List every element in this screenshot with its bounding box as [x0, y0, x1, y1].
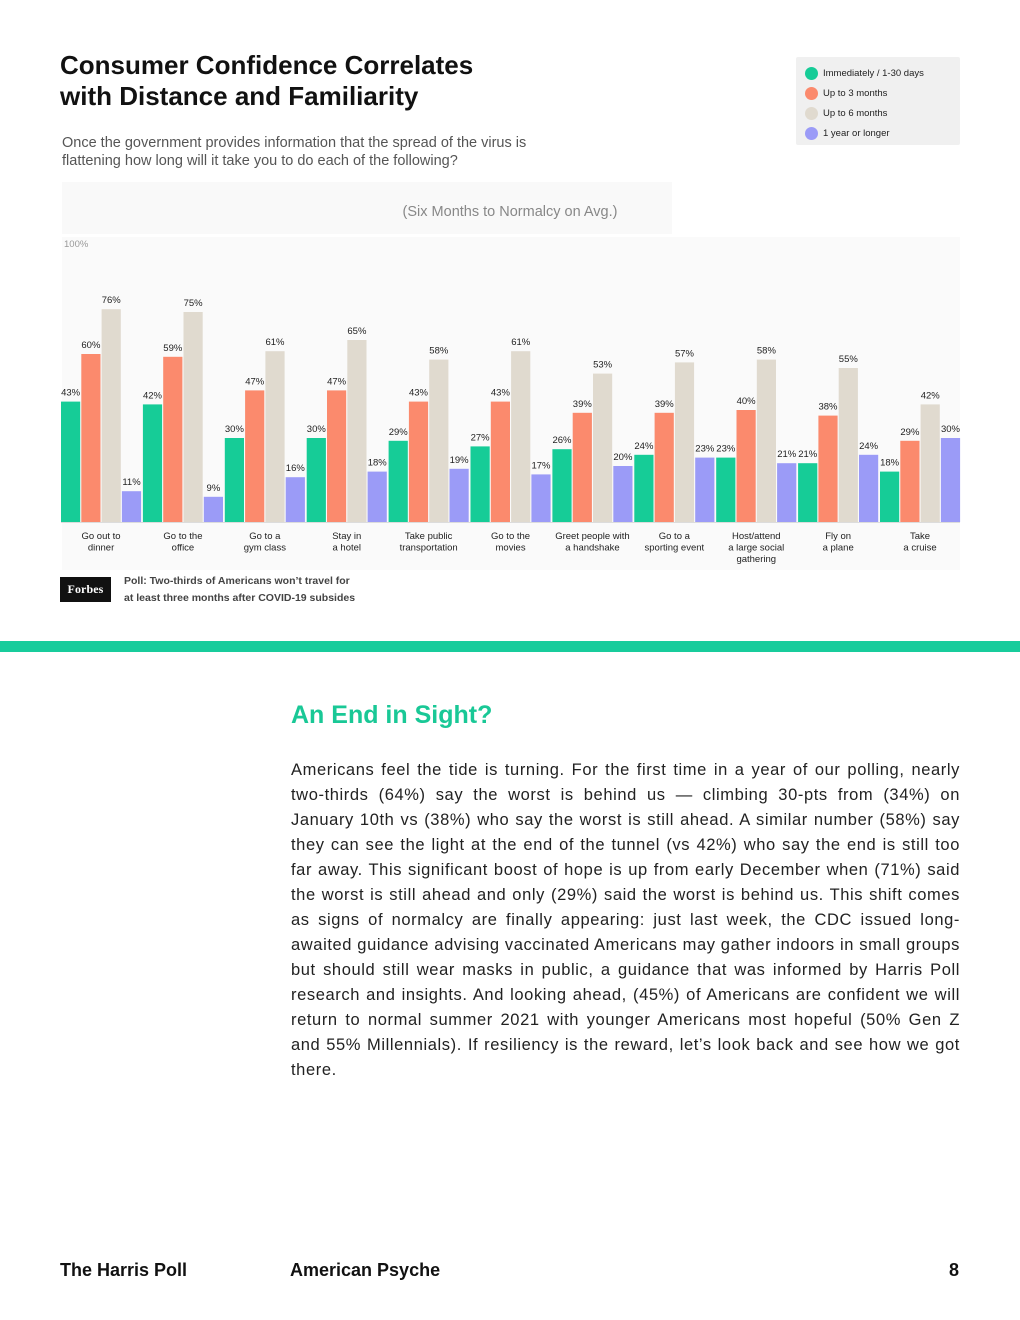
footer-publication: American Psyche — [290, 1260, 441, 1280]
bar — [757, 360, 776, 522]
bar — [634, 455, 653, 522]
category-label: a large social — [728, 542, 785, 554]
bar — [613, 466, 632, 522]
footer-brand: The Harris Poll — [60, 1260, 188, 1280]
category-label: gym class — [243, 542, 286, 554]
bar-value-label: 18% — [367, 457, 387, 469]
bar — [81, 354, 100, 522]
bar-value-label: 55% — [838, 354, 858, 365]
bar-value-label: 53% — [593, 359, 613, 371]
category-label: Go to a — [249, 531, 281, 542]
category-label: Host/attend — [731, 531, 781, 542]
bar — [511, 351, 530, 522]
category-label: dinner — [87, 542, 115, 554]
category-label: Go to a — [658, 531, 690, 542]
bar-chart — [0, 0, 1020, 640]
category-label: Take — [910, 531, 931, 542]
category-label: a hotel — [332, 542, 362, 554]
bar-value-label: 19% — [449, 454, 469, 466]
bar — [245, 390, 264, 522]
bar-value-label: 58% — [429, 345, 449, 357]
bar-value-label: 47% — [327, 376, 347, 388]
bar — [573, 413, 592, 522]
bar — [941, 438, 960, 522]
bar — [450, 469, 469, 522]
bar — [389, 441, 408, 522]
category-label: a cruise — [903, 542, 937, 554]
bar-value-label: 29% — [388, 426, 408, 438]
bar — [716, 458, 735, 522]
bar-value-label: 47% — [245, 376, 265, 388]
bar-value-label: 18% — [880, 457, 900, 469]
bar — [777, 463, 796, 522]
bar-value-label: 30% — [224, 424, 244, 435]
bar-value-label: 39% — [654, 398, 674, 410]
bar-value-label: 20% — [613, 452, 633, 463]
bar-value-label: 75% — [183, 298, 203, 309]
bar — [798, 463, 817, 522]
category-label: sporting event — [644, 542, 705, 554]
bar — [593, 374, 612, 522]
bar — [675, 362, 694, 522]
category-label: a handshake — [565, 542, 620, 554]
source-line-1: Poll: Two-thirds of Americans won’t travel for — [124, 575, 350, 587]
category-label: a plane — [822, 542, 854, 554]
bar-value-label: 24% — [634, 440, 654, 452]
bar-value-label: 40% — [736, 396, 756, 407]
category-label: Go out to — [81, 531, 121, 542]
source-citation — [124, 573, 424, 607]
chart-title-line-1: Consumer Confidence Correlates — [60, 50, 474, 80]
category-label: gathering — [736, 554, 777, 565]
bar — [286, 477, 305, 522]
bar — [818, 416, 837, 522]
bar-value-label: 21% — [798, 449, 818, 461]
bar-value-label: 58% — [756, 345, 776, 357]
bar-value-label: 60% — [81, 340, 101, 351]
category-label: movies — [495, 542, 526, 554]
bar-value-label: 9% — [206, 482, 221, 494]
category-label: Fly on — [825, 531, 852, 542]
bar — [184, 312, 203, 522]
bar — [163, 357, 182, 522]
category-label: Go to the — [491, 531, 531, 542]
page-number: 8 — [948, 1260, 959, 1280]
bar-value-label: 17% — [531, 460, 551, 472]
bar — [491, 402, 510, 522]
bar-value-label: 30% — [306, 424, 326, 435]
bar — [859, 455, 878, 522]
bar — [839, 368, 858, 522]
legend-label: Up to 6 months — [823, 107, 888, 119]
chart-subtitle: Once the government provides information that the spread of the virus is flattening how long will it take you to do each of the following? — [62, 135, 527, 169]
bar — [61, 402, 80, 522]
section-body: Americans feel the tide is turning. For the first time in a year of our polling, nearly two-thirds (64%) say the worst is behind us — climbing 30-pts from (34%) on January 10th vs (38%) who say the worst is still ahead. A similar number (58%) say they can see the light at the end of the tunnel (vs 42%) who say the end is still too far away. This significant boost of hope is up from early December when (71%) said the worst is still ahead and only (29%) said the worst is behind us. This shift comes as signs of normalcy are finally appearing: just last week, the CDC issued long-awaited guidance advising vaccinated Americans may gather indoors in small groups but should still wear masks in public, a guidance that was informed by Harris Poll research and insights. And looking ahead, (45%) of Americans are confident we will return to normal summer 2021 with younger Americans most hopeful (50% Gen Z and 55% Millennials). If resiliency is the reward, let’s look back and see how we got there. — [291, 761, 960, 1079]
bar — [429, 360, 448, 522]
bar — [143, 404, 162, 522]
bar-value-label: 42% — [920, 390, 940, 402]
bar — [531, 474, 550, 522]
y-axis-top-label: 100% — [64, 239, 89, 250]
bar — [880, 472, 899, 522]
bar-value-label: 38% — [818, 401, 838, 413]
category-label: transportation — [399, 542, 458, 554]
bar-value-label: 11% — [122, 477, 141, 489]
bar — [204, 497, 223, 522]
bar-value-label: 42% — [142, 390, 163, 402]
bar — [327, 390, 346, 522]
bar-value-label: 23% — [716, 443, 736, 455]
legend-label: 1 year or longer — [823, 127, 890, 139]
section-divider — [0, 641, 1020, 652]
section-heading: An End in Sight? — [291, 701, 493, 729]
bar-value-label: 39% — [572, 398, 592, 410]
bar-value-label: 65% — [347, 326, 367, 337]
bar — [409, 402, 428, 522]
category-label: Stay in — [332, 531, 362, 542]
bar — [368, 472, 387, 522]
bar — [471, 446, 490, 522]
chart-caption: (Six Months to Normalcy on Avg.) — [402, 204, 618, 220]
bar — [102, 309, 121, 522]
bar-value-label: 76% — [101, 295, 121, 307]
bar-value-label: 61% — [511, 337, 531, 349]
bar-value-label: 57% — [674, 348, 695, 360]
bar — [307, 438, 326, 522]
bar-value-label: 43% — [408, 387, 429, 399]
forbes-logo: Forbes — [60, 577, 111, 602]
category-label: Go to the — [163, 531, 203, 542]
bar — [265, 351, 284, 522]
bar-value-label: 59% — [163, 342, 183, 354]
bar — [921, 404, 940, 522]
source-line-2: at least three months after COVID-19 subsides — [124, 592, 356, 604]
bar — [655, 413, 674, 522]
bar-value-label: 30% — [940, 424, 961, 435]
bar-value-label: 16% — [285, 463, 305, 475]
category-label: Take public — [404, 531, 453, 542]
bar — [347, 340, 366, 522]
bar-value-label: 61% — [265, 337, 285, 349]
bar-value-label: 24% — [859, 440, 879, 452]
bar — [900, 441, 919, 522]
category-label: Greet people with — [555, 531, 630, 542]
bar-value-label: 43% — [61, 387, 81, 399]
bar — [225, 438, 244, 522]
bar — [122, 491, 141, 522]
bar-value-label: 29% — [900, 426, 920, 438]
bar — [552, 449, 571, 522]
category-label: office — [171, 542, 195, 554]
bar-value-label: 23% — [695, 443, 715, 455]
bar-value-label: 26% — [552, 435, 572, 447]
bar-value-label: 21% — [777, 449, 797, 461]
legend-label: Immediately / 1-30 days — [823, 68, 924, 80]
bar — [695, 458, 714, 522]
legend-label: Up to 3 months — [823, 88, 888, 100]
bar-value-label: 27% — [470, 432, 490, 444]
bar-value-label: 43% — [490, 387, 510, 399]
chart-title-line-2: with Distance and Familiarity — [60, 81, 419, 111]
bar — [737, 410, 756, 522]
